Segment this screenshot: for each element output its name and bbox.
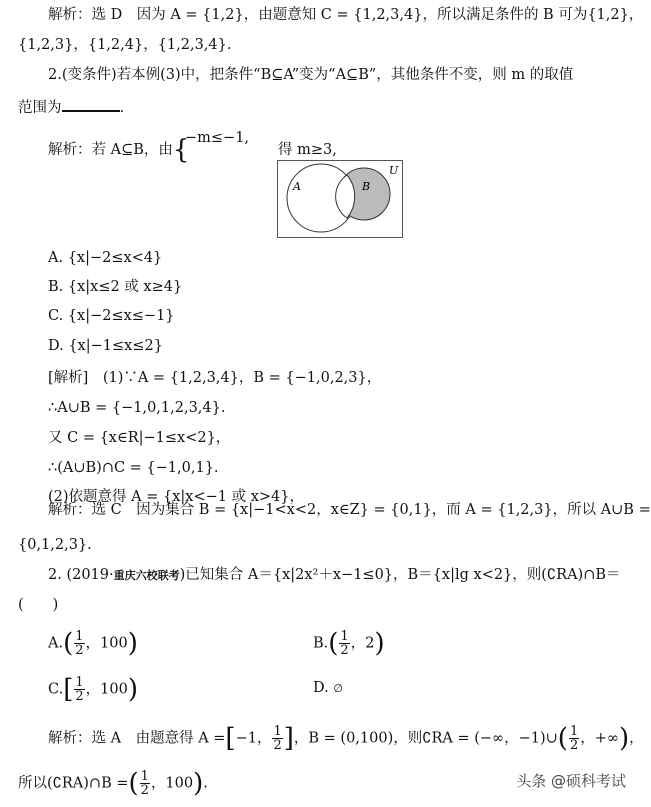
text-line: 解析：选 D 因为 A = {1,2}，由题意知 C = {1,2,3,4}，所以满足条件的 B 可为{1,2}， — [48, 7, 644, 23]
text-line: ∴(A∪B)∩C = {−1,0,1}. — [48, 460, 219, 476]
venn-diagram — [277, 160, 403, 238]
question-line — [48, 565, 621, 586]
label-u: U — [389, 164, 399, 177]
answer-paren: ( ) — [18, 597, 59, 613]
text-line: 得 m≥3, — [278, 142, 337, 158]
text: . — [119, 100, 125, 116]
text: )已知集合 A＝{x|2x²＋x−1≤0}，B＝{x|lg x<2}，则(∁RA)∩B＝ — [179, 567, 621, 583]
text: 范围为 — [18, 100, 62, 116]
fraction: $\frac{1}{2}$ — [340, 629, 349, 658]
label-b: B — [362, 180, 371, 193]
text-line: {0,1,2,3}. — [18, 537, 92, 553]
label: A. — [48, 635, 64, 652]
text-line: 又 C = {x∈R|−1≤x<2}， — [48, 430, 231, 446]
option-d: D. {x|−1≤x≤2} — [48, 338, 163, 354]
text-line: [解析] (1)∵A = {1,2,3,4}，B = {−1,0,2,3}， — [48, 370, 382, 386]
text-line — [48, 135, 190, 165]
text-line: {1,2,3}，{1,2,4}，{1,2,3,4}. — [18, 37, 232, 53]
clipped-line — [0, 502, 651, 521]
text: 解析：若 A⊆B，由 — [48, 142, 173, 158]
answer-blank — [62, 96, 120, 112]
label: C. — [48, 681, 64, 698]
text-line: 解析：选 C 因为集合 B = {x|−1<x<2，x∈Z} = {0,1}，而 A = {1,2,3}，所以 A∪B = — [48, 502, 651, 518]
fraction: $\frac{1}{2}$ — [75, 675, 84, 704]
fraction: $\frac{1}{2}$ — [75, 629, 84, 658]
choice-a: A.( $\frac{1}{2}$ ，100) — [48, 628, 138, 659]
option-c: C. {x|−2≤x≤−1} — [48, 308, 175, 324]
brace: { — [172, 135, 190, 165]
choice-c: C.[ $\frac{1}{2}$ ，100) — [48, 674, 138, 705]
text: 2. (2019· — [48, 567, 114, 583]
watermark: 头条 @硕科考试 — [516, 772, 626, 790]
label-a: A — [293, 180, 301, 193]
source: 重庆六校联考 — [113, 569, 180, 582]
text-line — [18, 96, 124, 118]
label: D. — [313, 680, 329, 696]
choice-b: B.( $\frac{1}{2}$ ，2) — [313, 628, 385, 659]
option-b: B. {x|x≤2 或 x≥4} — [48, 279, 183, 295]
text-line: 2.(变条件)若本例(3)中，把条件“B⊆A”变为“A⊆B”，其他条件不变，则 m 的取值 — [48, 67, 574, 83]
system-line: −m≤−1, — [185, 130, 250, 146]
option-a: A. {x|−2≤x<4} — [48, 250, 163, 266]
solution-line: 所以(∁RA)∩B =( $\frac{1}{2}$ ，100). — [18, 768, 208, 799]
choice-d: D. ∅ — [313, 680, 343, 696]
label: B. — [313, 635, 329, 652]
solution-line: 解析：选 A 由题意得 A =[−1， $\frac{1}{2}$ ]，B = (0,100)，则∁RA = (−∞，−1)∪( $\frac{1}{2}$ ，+∞)， — [48, 723, 644, 754]
text-line: (2)依题意得 A = {x|x<−1 或 x>4}， — [48, 489, 304, 505]
text-line: ∴A∪B = {−1,0,1,2,3,4}. — [48, 400, 226, 416]
